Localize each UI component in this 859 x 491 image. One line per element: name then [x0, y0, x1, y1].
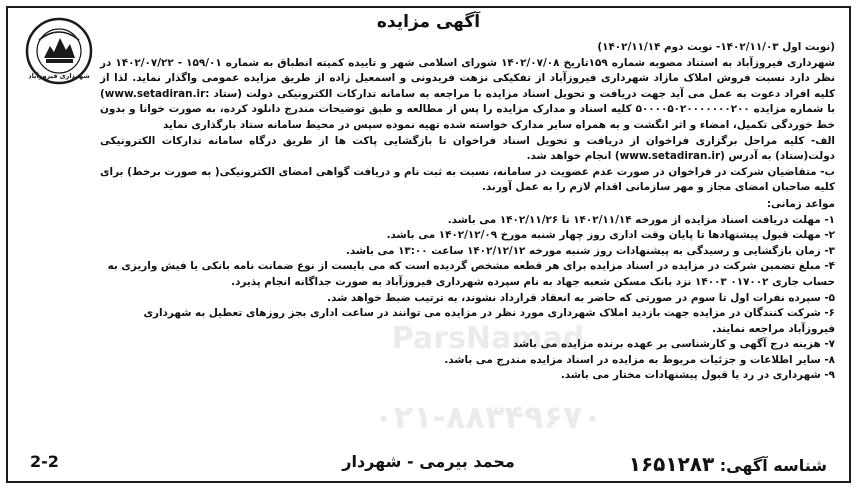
- list-item: ۴- مبلغ تضمین شرکت در مزایده در اسناد مزایده برای هر قطعه مشخص گردیده است که می بایست از نوع ضمانت نامه بانکی یا فیش واریزی به حساب جاری ۰۱۷۰۰۲ ۱۴۰۰۳ نزد بانک مسکن شعبه جهاد به نام سپرده شهرداری فیروزآباد به صورت جداگانه انجام پذیرد.: [107, 260, 835, 288]
- list-item: ۵- سپرده نفرات اول تا سوم در صورتی که حاضر به انعقاد قرارداد نشوند، به ترتیب ضبط خواهد شد.: [327, 291, 835, 304]
- notice-body: [100, 40, 835, 384]
- page-code: 2-2: [30, 452, 59, 471]
- list-item: ۷- هزینه درج آگهی و کارشناسی بر عهده برنده مزایده می باشد: [512, 338, 835, 351]
- watermark-phone: ۰۲۱-۸۸۳۴۹۶۷۰: [373, 398, 603, 436]
- watermark-brand: ParsNamad: [391, 321, 585, 356]
- times-heading: مواعد زمانی:: [766, 197, 835, 210]
- list-item: ۳- زمان بازگشایی و رسیدگی به پیشنهادات روز شنبه مورخه ۱۴۰۲/۱۲/۱۲ ساعت ۱۳:۰۰ می باشد.: [345, 244, 835, 257]
- list-item: ۶- شرکت کنندگان در مزایده جهت بازدید املاک شهرداری مورد نظر در مزایده می توانند در ساعت اداری بجز روزهای تعطیل به شهرداری فیروزآباد مراجعه نمایند.: [143, 307, 835, 335]
- list-item: ۲- مهلت قبول پیشنهادها تا پایان وقت اداری روز چهار شنبه مورخ ۱۴۰۲/۱۲/۰۹ می باشد.: [386, 229, 835, 242]
- notice-title: آگهی مزایده: [376, 12, 481, 32]
- publication-dates: (نوبت اول ۱۴۰۲/۱۱/۰۳- نوبت دوم ۱۴۰۲/۱۱/۱۴): [597, 41, 835, 53]
- notice-frame: [6, 6, 851, 483]
- notice-footer: [22, 450, 835, 480]
- signer: محمد بیرمی - شهردار: [342, 452, 515, 471]
- list-item: ۸- سایر اطلاعات و جزئیات مربوط به مزایده در اسناد مزایده مندرج می باشد.: [444, 353, 835, 366]
- paragraph-a: الف- کلیه مراحل برگزاری فراخوان از دریافت و تحویل اسناد فراخوان تا بازگشایی پاکت ها از طریق درگاه سامانه تدارکات الکترونیکی دولت(ستاد) به آدرس (www.setadiran.ir) انجام خواهد شد.: [100, 134, 835, 163]
- seal-text: شهرداری فیروزآباد: [28, 72, 90, 80]
- list-item: ۱- مهلت دریافت اسناد مزایده از مورخه ۱۴۰۲/۱۱/۱۴ تا ۱۴۰۲/۱۱/۲۶ می باشد.: [447, 213, 835, 226]
- list-item: ۹- شهرداری در رد یا قبول پیشنهادات مختار می باشد.: [560, 369, 835, 382]
- intro-paragraph: شهرداری فیروزآباد به استناد مصوبه شماره ۱۵۹تاریخ ۱۴۰۲/۰۷/۰۸ شورای اسلامی شهر و تاییده کمیته انطباق به شماره ۱۵۹/۰۱ - ۱۴۰۲/۰۷/۲۲ در نظر دارد نسبت فروش املاک مازاد شهرداری فیروزآباد از تفکیکی نزهت فریدونی و اسمعیل زاده از طریق مزایده عمومی واگذار نماید. لذا از کلیه افراد دعوت به عمل می آید جهت دریافت و تحویل اسناد مزایده با مراجعه به سامانه تدارکات الکترونیکی دولت (ستاد :www.setadiran.ir) با شماره مزایده ۵۰۰۰۰۵۰۲۰۰۰۰۰۰۰۲۰۰ کلیه اسناد و مدارک مزایده را پس از مطالعه و طبق توضیحات مندرج دانلود کرده، به صورت خوانا و بدون خط خوردگی تکمیل، امضاء و اثر انگشت و به همراه سایر مدارک خواسته شده تهیه نموده سپس در محیط سامانه ستاد بارگذاری نماید: [100, 56, 835, 131]
- paragraph-b: ب- متقاضیان شرکت در فراخوان در صورت عدم عضویت در سامانه، نسبت به ثبت نام و دریافت گواهی امضای الکترونیکی( به صورت برخط) برای کلیه صاحبان امضای مجاز و مهر سازمانی اقدام لازم را به عمل آورند.: [100, 165, 835, 194]
- ad-id-label: شناسه آگهی:: [719, 456, 827, 475]
- ad-id-number: ۱۶۵۱۲۸۳: [628, 452, 715, 476]
